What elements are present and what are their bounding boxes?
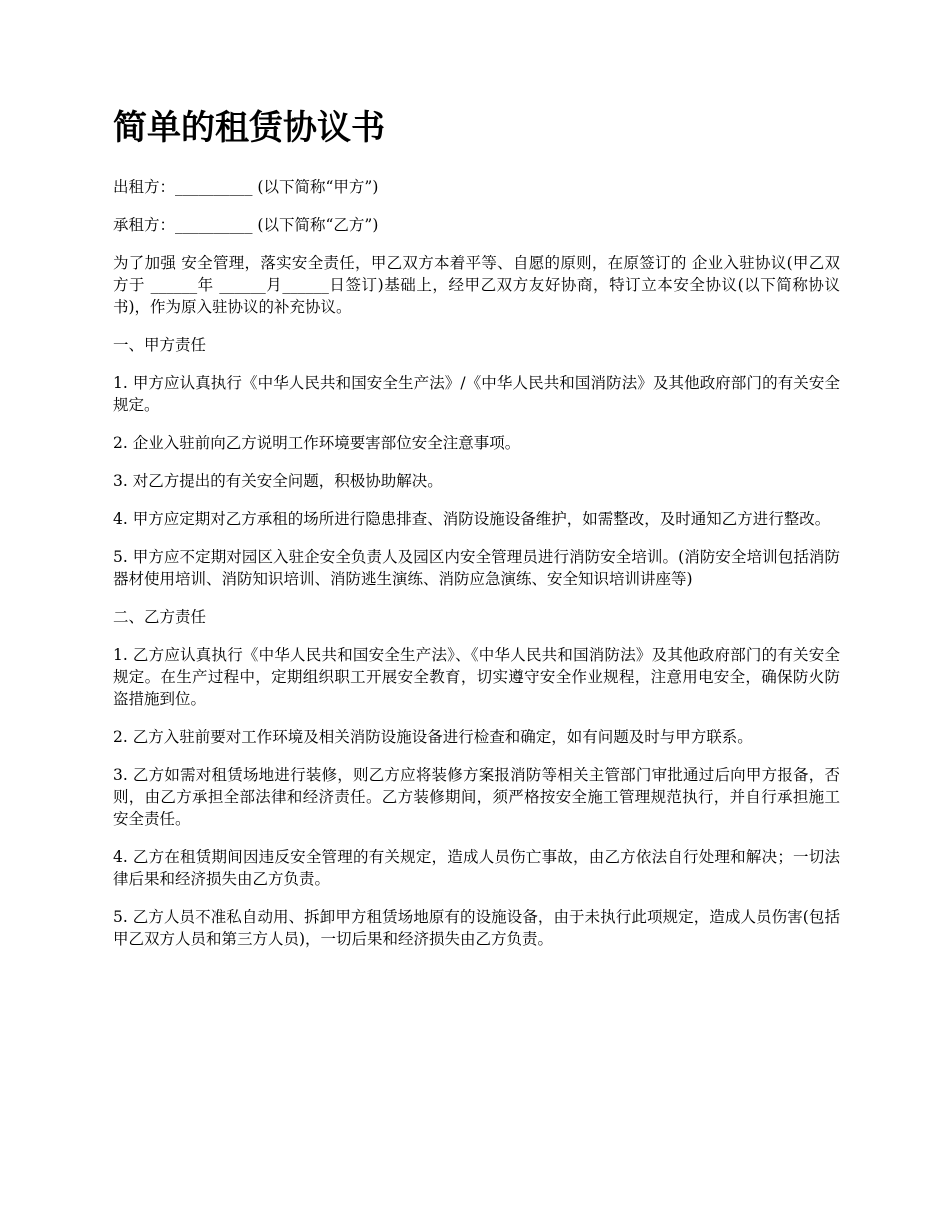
- section-a-item-3: 3. 对乙方提出的有关安全问题，积极协助解决。: [113, 471, 443, 490]
- document-title: 简单的租赁协议书: [113, 108, 385, 148]
- document-page: [113, 108, 840, 966]
- section-a-item-5: 5. 甲方应不定期对园区入驻企安全负责人及园区内安全管理员进行消防安全培训。(消防安全培训包括消防器材使用培训、消防知识培训、消防逃生演练、消防应急演练、安全知识培训讲座等): [113, 547, 840, 588]
- lessee-line: 承租方：__________ (以下简称“乙方”): [113, 215, 379, 234]
- section-b-item-4: 4. 乙方在租赁期间因违反安全管理的有关规定，造成人员伤亡事故，由乙方依法自行处理和解决；一切法律后果和经济损失由乙方负责。: [113, 847, 840, 888]
- lessor-line: 出租方：__________ (以下简称“甲方”): [113, 177, 379, 196]
- section-b-item-2: 2. 乙方入驻前要对工作环境及相关消防设施设备进行检查和确定，如有问题及时与甲方联系。: [113, 727, 753, 746]
- section-a-item-2: 2. 企业入驻前向乙方说明工作环境要害部位安全注意事项。: [113, 433, 521, 452]
- section-a-heading: 一、甲方责任: [113, 335, 207, 354]
- section-b-item-1: 1. 乙方应认真执行《中华人民共和国安全生产法》、《中华人民共和国消防法》及其他政府部门的有关安全规定。在生产过程中，定期组织职工开展安全教育，切实遵守安全作业规程，注意用电安全，确保防火防盗措施到位。: [113, 645, 840, 708]
- section-b-item-5: 5. 乙方人员不准私自动用、拆卸甲方租赁场地原有的设施设备，由于未执行此项规定，造成人员伤害(包括甲乙双方人员和第三方人员)，一切后果和经济损失由乙方负责。: [113, 907, 840, 948]
- intro-paragraph: 为了加强 安全管理，落实安全责任，甲乙双方本着平等、自愿的原则，在原签订的 企业入驻协议(甲乙双方于 ______年 ______月______日签订)基础上，经甲乙双方友好协商，特订立本安全协议(以下简称协议书)，作为原入驻协议的补充协议。: [113, 253, 840, 316]
- section-a-item-4: 4. 甲方应定期对乙方承租的场所进行隐患排查、消防设施设备维护，如需整改，及时通知乙方进行整改。: [113, 509, 831, 528]
- section-a-item-1: 1. 甲方应认真执行《中华人民共和国安全生产法》/《中华人民共和国消防法》及其他政府部门的有关安全规定。: [113, 373, 840, 414]
- section-b-heading: 二、乙方责任: [113, 607, 207, 626]
- section-b-item-3: 3. 乙方如需对租赁场地进行装修，则乙方应将装修方案报消防等相关主管部门审批通过后向甲方报备，否则，由乙方承担全部法律和经济责任。乙方装修期间，须严格按安全施工管理规范执行，并自行承担施工安全责任。: [113, 765, 840, 828]
